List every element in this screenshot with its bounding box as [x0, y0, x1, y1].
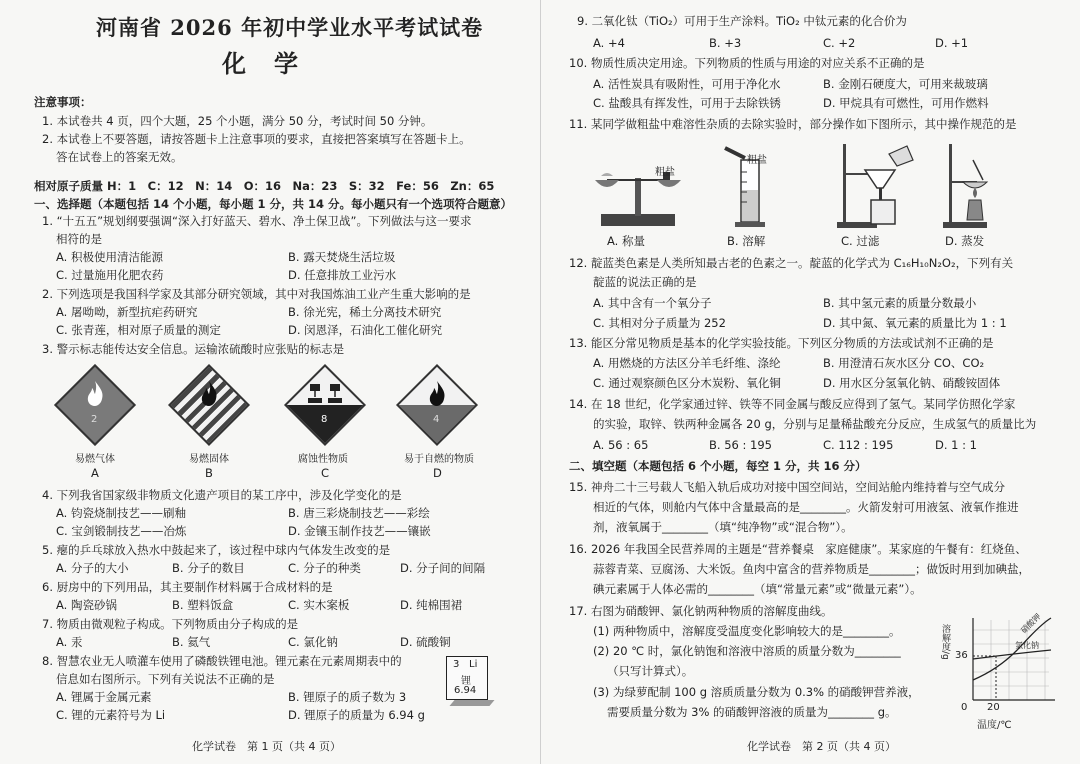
element-name: 锂 — [461, 676, 471, 687]
q13-stem: 13. 能区分常见物质是基本的化学实验技能。下列区分物质的方法或试剂不正确的是 — [569, 336, 994, 350]
q4-option-d: D. 金镶玉制作技艺——镶嵌 — [288, 524, 431, 538]
q3-label-d: 易于自燃的物质 — [404, 454, 474, 465]
q14-option-b: B. 56 : 195 — [709, 438, 772, 452]
q14-stem-2: 的实验，取锌、铁两种金属各 20 g，分别与足量稀盐酸充分反应，生成氢气的质量比为 — [593, 417, 1037, 431]
q15-line-2: 相近的气体，则舱内气体中含量最高的是________。火箭发射可用液氢、液氧作推进 — [593, 500, 1019, 514]
hazard-number: 8 — [321, 414, 328, 425]
q17-part-3-cont: 需要质量分数为 3% 的硝酸钾溶液的质量为________ g。 — [607, 705, 897, 719]
salt-label-b: 粗盐 — [747, 155, 767, 166]
q13-option-b: B. 用澄清石灰水区分 CO、CO₂ — [823, 356, 985, 370]
q10-stem: 10. 物质性质决定用途。下列物质的性质与用途的对应关系不正确的是 — [569, 56, 925, 70]
q16-line-3: 碘元素属于人体必需的________（填“常量元素”或“微量元素”）。 — [593, 582, 922, 596]
page-2-footer: 化学试卷 第 2 页（共 4 页） — [747, 740, 896, 753]
section-2-heading: 二、填空题（本题包括 6 个小题，每空 1 分，共 16 分） — [569, 459, 867, 473]
q8-option-b: B. 锂原子的质子数为 3 — [288, 690, 407, 704]
q17-line-1: 17. 右图为硝酸钾、氯化钠两种物质的溶解度曲线。 — [569, 604, 833, 618]
q4-option-b: B. 唐三彩烧制技艺——彩绘 — [288, 506, 430, 520]
q12-option-d: D. 其中氮、氧元素的质量比为 1 : 1 — [823, 316, 1007, 330]
solubility-curve-graph — [951, 616, 1061, 720]
q13-option-c: C. 通过观察颜色区分木炭粉、氧化铜 — [593, 376, 781, 390]
q12-stem-2: 靛蓝的说法正确的是 — [593, 275, 697, 289]
q14-stem: 14. 在 18 世纪，化学家通过锌、铁等不同金属与酸反应得到了氢气。某同学仿照化学家 — [569, 397, 1016, 411]
salt-label-a: 粗盐 — [655, 167, 675, 178]
atomic-number: 3 — [453, 659, 460, 670]
page-1-footer: 化学试卷 第 1 页（共 4 页） — [192, 740, 341, 753]
q16-line-1: 16. 2026 年我国全民营养周的主题是“营养餐桌 家庭健康”。某家庭的午餐有：红烧鱼、 — [569, 542, 1027, 556]
evaporation-illustration — [943, 140, 1013, 232]
q3-letter-d: D — [433, 466, 442, 480]
flame-icon — [194, 378, 224, 408]
q6-option-a: A. 陶瓷砂锅 — [56, 598, 117, 612]
q3-label-a: 易燃气体 — [75, 454, 115, 465]
q9-option-c: C. +2 — [823, 36, 856, 50]
q3-stem: 3. 警示标志能传达安全信息。运输浓硫酸时应张贴的标志是 — [42, 342, 345, 356]
q3-label-b: 易燃固体 — [189, 454, 229, 465]
q9-stem: 9. 二氧化钛（TiO₂）可用于生产涂料。TiO₂ 中钛元素的化合价为 — [577, 14, 907, 28]
q1-stem: 1. “十五五”规划纲要强调“深入打好蓝天、碧水、净土保卫战”。下列做法与这一要求 — [42, 214, 472, 228]
flame-icon — [422, 378, 452, 408]
q2-option-b: B. 徐光宪，稀土分离技术研究 — [288, 305, 442, 319]
q8-stem-2: 信息如右图所示。下列有关说法不正确的是 — [56, 672, 275, 686]
q8-option-a: A. 锂属于金属元素 — [56, 690, 152, 704]
graph-x-tick: 20 — [987, 702, 1000, 713]
corrosion-icon — [306, 380, 346, 406]
q6-option-c: C. 实木案板 — [288, 598, 350, 612]
graph-y-label: 溶解度/g — [940, 624, 950, 660]
q7-stem: 7. 物质由微观粒子构成。下列物质由分子构成的是 — [42, 617, 299, 631]
q2-option-a: A. 屠呦呦，新型抗疟药研究 — [56, 305, 198, 319]
q7-option-b: B. 氦气 — [172, 635, 211, 649]
element-symbol: Li — [469, 659, 478, 670]
q17-part-3: (3) 为绿萝配制 100 g 溶质质量分数为 0.3% 的硝酸钾营养液， — [593, 685, 920, 699]
q7-option-a: A. 汞 — [56, 635, 83, 649]
q9-option-a: A. +4 — [593, 36, 625, 50]
exam-title: 河南省 2026 年初中学业水平考试试卷 — [96, 15, 484, 40]
q13-option-d: D. 用水区分氢氧化钠、硝酸铵固体 — [823, 376, 1001, 390]
q14-option-c: C. 112 : 195 — [823, 438, 894, 452]
q2-option-c: C. 张青莲，相对原子质量的测定 — [56, 323, 221, 337]
q10-option-d: D. 甲烷具有可燃性，可用作燃料 — [823, 96, 989, 110]
kno3-curve-label: 硝酸钾 — [1019, 611, 1043, 636]
q11-stem: 11. 某同学做粗盐中难溶性杂质的去除实验时，部分操作如下图所示，其中操作规范的是 — [569, 117, 1017, 131]
q6-option-d: D. 纯棉围裙 — [400, 598, 463, 612]
atomic-mass-line: 相对原子质量 H：1 C：12 N：14 O：16 Na：23 S：32 Fe：56 Zn：65 — [34, 179, 495, 193]
q2-stem: 2. 下列选项是我国科学家及其部分研究领域，其中对我国炼油工业产生重大影响的是 — [42, 287, 471, 301]
notice-1: 1. 本试卷共 4 页，四个大题，25 个小题，满分 50 分，考试时间 50 分钟。 — [42, 114, 433, 128]
q17-part-1: (1) 两种物质中，溶解度受温度变化影响较大的是________。 — [593, 624, 901, 638]
q5-option-c: C. 分子的种类 — [288, 561, 361, 575]
q10-option-c: C. 盐酸具有挥发性，可用于去除铁锈 — [593, 96, 781, 110]
q1-stem-2: 相符的是 — [56, 232, 102, 246]
q3-label-c: 腐蚀性物质 — [298, 454, 348, 465]
q10-option-a: A. 活性炭具有吸附性，可用于净化水 — [593, 77, 781, 91]
q4-stem: 4. 下列我省国家级非物质文化遗产项目的某工序中，涉及化学变化的是 — [42, 488, 402, 502]
q4-option-a: A. 钧瓷烧制技艺——刷釉 — [56, 506, 186, 520]
q3-letter-a: A — [91, 466, 99, 480]
q12-option-b: B. 其中氢元素的质量分数最小 — [823, 296, 977, 310]
q8-option-c: C. 锂的元素符号为 Li — [56, 708, 166, 722]
q12-option-a: A. 其中含有一个氧分子 — [593, 296, 712, 310]
q4-option-c: C. 宝剑锻制技艺——冶炼 — [56, 524, 187, 538]
q5-option-a: A. 分子的大小 — [56, 561, 129, 575]
q11-label-a: A. 称量 — [607, 234, 645, 248]
graph-y-tick: 36 — [955, 650, 968, 661]
q5-option-d: D. 分子间的间隔 — [400, 561, 486, 575]
q14-option-a: A. 56 : 65 — [593, 438, 649, 452]
q14-option-d: D. 1 : 1 — [935, 438, 977, 452]
q1-option-a: A. 积极使用清洁能源 — [56, 250, 163, 264]
q2-option-d: D. 闵恩泽，石油化工催化研究 — [288, 323, 443, 337]
q5-option-b: B. 分子的数目 — [172, 561, 245, 575]
graph-x-label: 温度/℃ — [977, 720, 1012, 731]
q15-line-3: 剂，液氧属于________（填“纯净物”或“混合物”）。 — [593, 520, 853, 534]
element-box-shadow — [449, 700, 494, 706]
hazard-number: 4 — [433, 414, 440, 425]
q10-option-b: B. 金刚石硬度大，可用来裁玻璃 — [823, 77, 988, 91]
q15-line-1: 15. 神舟二十三号载人飞船入轨后成功对接中国空间站，空间站舱内维持着与空气成分 — [569, 480, 1005, 494]
section-1-heading: 一、选择题（本题包括 14 个小题，每小题 1 分，共 14 分。每小题只有一个选项符合题意） — [34, 197, 513, 211]
graph-origin: 0 — [961, 702, 968, 713]
q3-letter-c: C — [321, 466, 330, 480]
q8-option-d: D. 锂原子的质量为 6.94 g — [288, 708, 425, 722]
q3-letter-b: B — [205, 466, 213, 480]
hazard-number: 2 — [91, 414, 98, 425]
q17-part-2-note: （只写计算式）。 — [607, 664, 694, 678]
q1-option-c: C. 过量施用化肥农药 — [56, 268, 164, 282]
q17-part-2: (2) 20 ℃ 时，氯化钠饱和溶液中溶质的质量分数为________ — [593, 644, 901, 658]
q5-stem: 5. 瘪的乒乓球放入热水中鼓起来了，该过程中球内气体发生改变的是 — [42, 543, 391, 557]
atomic-mass: 6.94 — [454, 685, 477, 696]
q1-option-b: B. 露天焚烧生活垃圾 — [288, 250, 396, 264]
q9-option-b: B. +3 — [709, 36, 742, 50]
q1-option-d: D. 任意排放工业污水 — [288, 268, 397, 282]
q12-option-c: C. 其相对分子质量为 252 — [593, 316, 726, 330]
q7-option-c: C. 氯化钠 — [288, 635, 338, 649]
q9-option-d: D. +1 — [935, 36, 969, 50]
exam-page-2 — [540, 0, 1080, 764]
q12-stem: 12. 靛蓝类色素是人类所知最古老的色素之一。靛蓝的化学式为 C₁₆H₁₀N₂O₂，下列有关 — [569, 256, 1014, 270]
q11-label-c: C. 过滤 — [841, 234, 880, 248]
notice-2: 2. 本试卷上不要答题，请按答题卡上注意事项的要求，直接把答案填写在答题卡上。 — [42, 132, 471, 146]
q11-label-b: B. 溶解 — [727, 234, 766, 248]
nacl-curve-label: 氯化钠 — [1015, 641, 1039, 650]
q11-label-d: D. 蒸发 — [945, 234, 985, 248]
flame-icon — [80, 378, 110, 408]
balance-scale-illustration — [593, 146, 683, 232]
exam-subject: 化学 — [222, 49, 326, 78]
q6-option-b: B. 塑料饭盒 — [172, 598, 234, 612]
q13-option-a: A. 用燃烧的方法区分羊毛纤维、涤纶 — [593, 356, 781, 370]
filtration-illustration — [837, 140, 917, 232]
q8-stem: 8. 智慧农业无人喷灌车使用了磷酸铁锂电池。锂元素在元素周期表中的 — [42, 654, 402, 668]
notice-3: 答在试卷上的答案无效。 — [56, 150, 183, 164]
notice-heading: 注意事项： — [34, 95, 92, 109]
q7-option-d: D. 硫酸铜 — [400, 635, 451, 649]
lithium-element-box — [446, 656, 488, 700]
q6-stem: 6. 厨房中的下列用品，其主要制作材料属于合成材料的是 — [42, 580, 333, 594]
q16-line-2: 蒜蓉青菜、豆腐汤、大米饭。鱼肉中富含的营养物质是________；做饭时用到加碘盐， — [593, 562, 1030, 576]
